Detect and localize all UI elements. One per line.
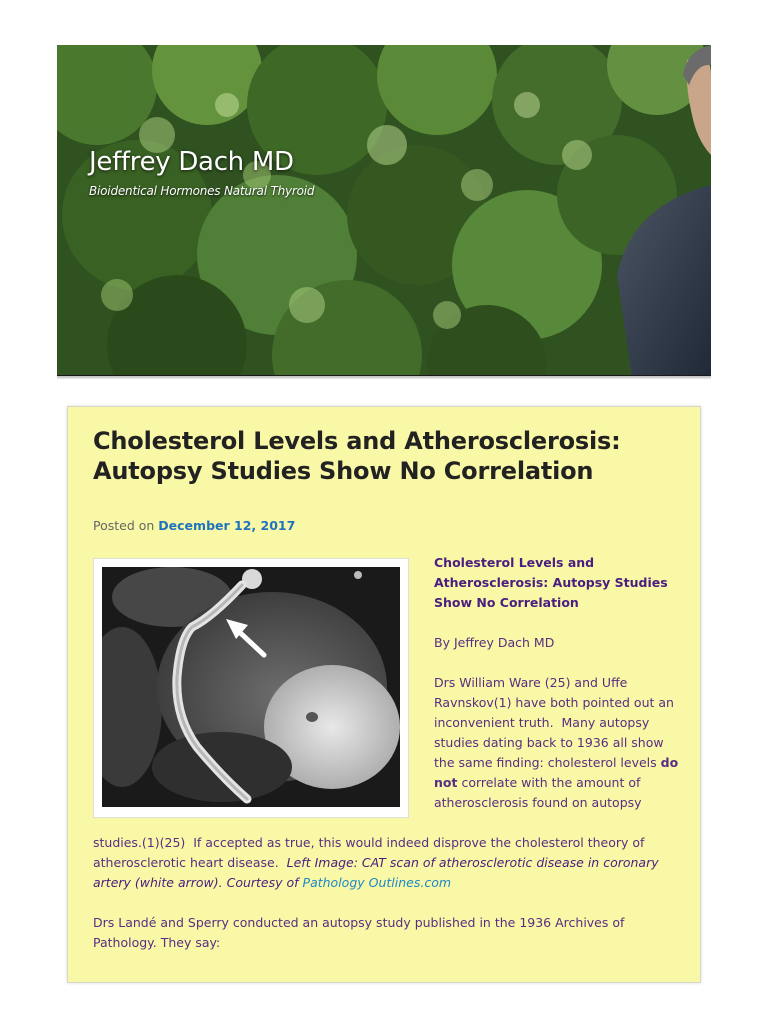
para1-text-a: Drs William Ware (25) and bbox=[434, 675, 602, 690]
lande-sperry-paragraph: Drs Landé and Sperry conducted an autopsy study published in the 1936 Archives of Pathology. They say: bbox=[93, 915, 625, 950]
para1-text-b-start: (1) have both pointed out an inconvenient truth. Many autopsy studies dating back to 1936 all show the same finding: cholesterol levels bbox=[434, 695, 674, 770]
article-title[interactable]: Cholesterol Levels and Atherosclerosis: Autopsy Studies Show No Correlation bbox=[93, 427, 621, 485]
uffe-ravnskov-link[interactable]: Uffe Ravnskov bbox=[434, 675, 628, 710]
article-subheading: Cholesterol Levels and Atherosclerosis: Autopsy Studies Show No Correlation bbox=[434, 555, 668, 610]
site-tagline: Bioidentical Hormones Natural Thyroid bbox=[89, 184, 315, 198]
post-date-link[interactable]: December 12, 2017 bbox=[158, 518, 296, 533]
posted-on-label: Posted on bbox=[93, 518, 159, 533]
ct-scan-image bbox=[102, 567, 400, 807]
figure-caption: Left Image: CAT scan of atherosclerotic disease in coronary artery (white arrow). Courtesy of bbox=[93, 855, 659, 890]
site-title[interactable]: Jeffrey Dach MD bbox=[89, 147, 294, 177]
intro-paragraph-end bbox=[93, 833, 678, 893]
post-meta bbox=[93, 518, 295, 533]
do-not-emphasis: do not bbox=[434, 755, 679, 790]
intro-column bbox=[434, 553, 684, 833]
byline: By Jeffrey Dach MD bbox=[434, 635, 555, 650]
banner-divider bbox=[57, 376, 711, 379]
para1-text-c-start: correlate with the amount of atherosclerosis found on autopsy bbox=[434, 775, 642, 810]
header-banner[interactable] bbox=[57, 45, 711, 378]
para1-text-c-end: studies.(1)(25) If accepted as true, this would indeed disprove the cholesterol theory of atherosclerotic heart disease. bbox=[93, 835, 645, 870]
intro-paragraph-start bbox=[434, 673, 684, 813]
ct-scan-figure[interactable] bbox=[93, 558, 409, 818]
pathology-outlines-link[interactable]: Pathology Outlines.com bbox=[302, 875, 452, 890]
banner-foliage-image bbox=[57, 45, 711, 378]
article-card bbox=[67, 406, 701, 983]
article-body bbox=[93, 833, 678, 973]
